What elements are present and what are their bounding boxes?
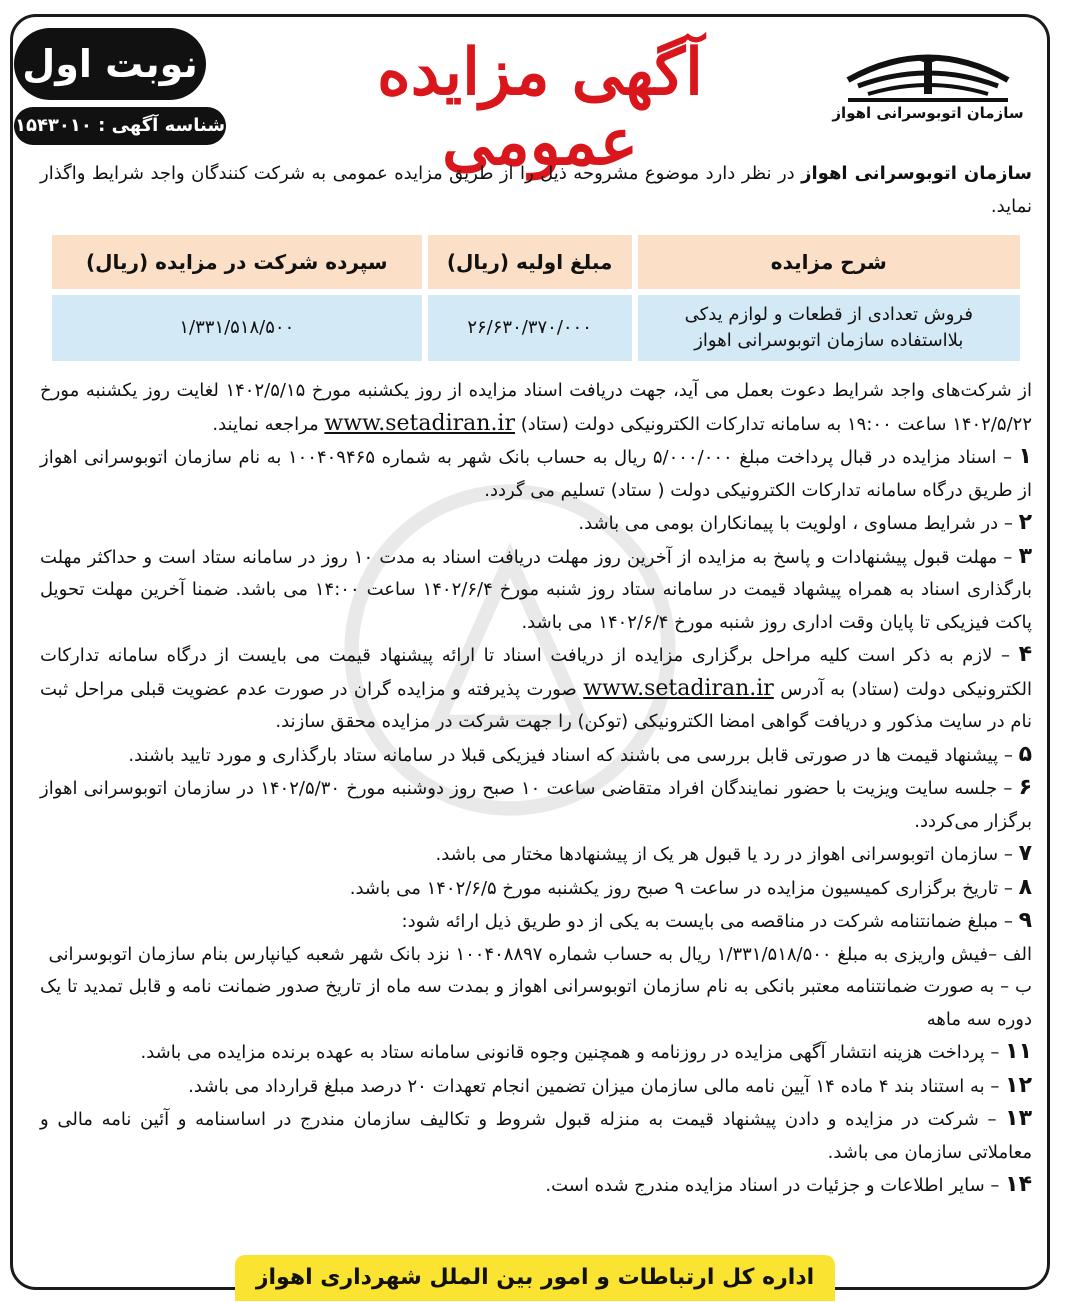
- item-number: ۱۴: [1005, 1172, 1032, 1197]
- list-item: [40, 507, 1032, 541]
- sub-item: ب – به صورت ضمانتنامه معتبر بانکی به نام سازمان اتوبوسرانی اهواز و بمدت سه ماه از تاریخ صدور ضمانت نامه و قابل تمدید تا یک دوره سه ماهه: [40, 976, 1032, 1030]
- notice-body: [40, 158, 1032, 1203]
- item-text: – در شرایط مساوی ، اولویت با پیمانکاران بومی می باشد.: [578, 513, 1019, 534]
- item-text: – سازمان اتوبوسرانی اهواز در رد یا قبول هر یک از پیشنهادها مختار می باشد.: [435, 844, 1019, 865]
- invite-text-end: مراجعه نمایند.: [212, 413, 325, 435]
- item-text: – لازم به ذکر است کلیه مراحل برگزاری مزایده از دریافت اسناد تا ارائه پیشنهاد قیمت می بایست از درگاه سامانه تدارکات الکترونیکی دولت (ستاد) به آدرس: [40, 645, 1032, 700]
- list-item: [40, 1036, 1032, 1070]
- list-item: [40, 838, 1032, 872]
- item-number: ۱۱: [1005, 1039, 1032, 1064]
- list-item: [40, 872, 1032, 906]
- round-badge: نوبت اول: [14, 28, 206, 100]
- item-text: – مبلغ ضمانتنامه شرکت در مناقصه می بایست به یکی از دو طریق ذیل ارائه شود:: [401, 911, 1019, 932]
- item-number: ۷: [1018, 841, 1032, 866]
- item-text-end: صورت پذیرفته و مزایده گران در صورت عدم عضویت قبلی مراحل ثبت نام در سایت مذکور و دریافت گواهی امضا الکترونیکی (توکن) را جهت شرکت در مزایده محقق سازند.: [40, 678, 1032, 732]
- ad-id-badge: شناسه آگهی : ۱۵۴۳۰۱۰: [14, 107, 226, 145]
- list-item: [40, 905, 1032, 939]
- item-number: ۳: [1018, 543, 1032, 569]
- sub-item: الف –فیش واریزی به مبلغ ۱/۳۳۱/۵۱۸/۵۰۰ ریال به حساب شماره ۱۰۰۴۰۸۸۹۷ نزد بانک شهر شعبه کیانپارس بنام سازمان اتوبوسرانی: [48, 943, 1032, 965]
- item-text: – سایر اطلاعات و جزئیات در اسناد مزایده مندرج شده است.: [545, 1175, 1006, 1196]
- list-item: [40, 541, 1032, 640]
- table-cell-initial-amount: ۲۶/۶۳۰/۳۷۰/۰۰۰: [428, 295, 632, 361]
- invite-text: از شرکت‌های واجد شرایط دعوت بعمل می آید، جهت دریافت اسناد مزایده از روز یکشنبه مورخ ۱۴۰۲/۵/۱۵ لغایت روز یکشنبه مورخ ۱۴۰۲/۵/۲۲ ساعت ۱۹:۰۰ به سامانه تدارکات الکترونیکی دولت (ستاد): [40, 380, 1032, 435]
- item-text: – تاریخ برگزاری کمیسیون مزایده در ساعت ۹ صبح روز یکشنبه مورخ ۱۴۰۲/۶/۵ می باشد.: [349, 877, 1019, 899]
- table-header-cell: مبلغ اولیه (ریال): [428, 235, 632, 289]
- intro-paragraph: [40, 158, 1032, 223]
- table-header-row: [52, 235, 1020, 289]
- item-number: ۹: [1018, 908, 1032, 933]
- item-number: ۸: [1018, 874, 1032, 900]
- list-item: [40, 1169, 1032, 1203]
- list-item: [40, 739, 1032, 773]
- table-header-cell: سپرده شرکت در مزایده (ریال): [52, 235, 422, 289]
- item-number: ۱: [1018, 444, 1032, 469]
- item-text: – شرکت در مزایده و دادن پیشنهاد قیمت به منزله قبول شروط و تکالیف سازمان مندرج در اساسنامه و آئین نامه مالی و معاملاتی سازمان می باشد.: [40, 1109, 1032, 1163]
- table-row: [52, 295, 1020, 361]
- list-item: [40, 441, 1032, 507]
- intro-org: سازمان اتوبوسرانی اهواز: [801, 163, 1032, 184]
- list-item: [40, 639, 1032, 739]
- table-cell-description: فروش تعدادی از قطعات و لوازم یدکی بلااستفاده سازمان اتوبوسرانی اهواز: [638, 295, 1020, 361]
- list-item: [40, 1103, 1032, 1169]
- invite-paragraph: [40, 375, 1032, 441]
- item-number: ۵: [1018, 741, 1032, 767]
- page-title: آگهی مزایده عمومی: [377, 35, 703, 181]
- item-number: ۱۳: [1005, 1106, 1032, 1131]
- item-text: – اسناد مزایده در قبال پرداخت مبلغ ۵/۰۰۰/۰۰۰ ریال به حساب بانک شهر به شماره ۱۰۰۴۰۹۴۶۵ به نام سازمان اتوبوسرانی اهواز از طریق درگاه سامانه تدارکات الکترونیکی دولت ( ستاد) تسلیم می گردد.: [40, 447, 1032, 501]
- setadiran-link[interactable]: www.setadiran.ir: [324, 410, 515, 436]
- table-header-cell: شرح مزایده: [638, 235, 1020, 289]
- item-number: ۲: [1018, 510, 1032, 535]
- setadiran-link[interactable]: www.setadiran.ir: [583, 675, 774, 701]
- logo-caption: سازمان اتوبوسرانی اهواز: [832, 104, 1024, 122]
- intro-text: در نظر دارد موضوع مشروحه ذیل را از طریق مزایده عمومی به شرکت کنندگان واجد شرایط واگذار نماید.: [40, 163, 1032, 217]
- footer-banner: اداره کل ارتباطات و امور بین الملل شهرداری اهواز: [235, 1255, 835, 1301]
- item-text: – پیشنهاد قیمت ها در صورتی قابل بررسی می باشند که اسناد فیزیکی قبلا در سامانه ستاد بارگذاری و مورد تایید باشند.: [128, 744, 1019, 766]
- item-text: – مهلت قبول پیشنهادات و پاسخ به مزایده از آخرین روز مهلت دریافت اسناد به مدت ۱۰ روز در سامانه ستاد است و حداکثر مهلت بارگذاری اسناد به همراه پیشهاد قیمت در سامانه ستاد روز شنبه مورخ ۱۴۰۲/۶/۴ ساعت ۱۴:۰۰ می باشد. ضمنا آخرین مهلت تحویل پاکت فیزیکی تا پایان وقت اداری روز شنبه مورخ ۱۴۰۲/۶/۴ می باشد.: [40, 546, 1032, 633]
- item-number: ۱۲: [1005, 1072, 1032, 1098]
- auction-table: [46, 229, 1026, 367]
- item-text: – پرداخت هزینه انتشار آگهی مزایده در روزنامه و همچنین وجوه قانونی سامانه ستاد به عهده برنده مزایده می باشد.: [140, 1042, 1006, 1063]
- list-item: [40, 1070, 1032, 1104]
- item-text: – جلسه سایت ویزیت با حضور نمایندگان افراد متقاضی ساعت ۱۰ صبح روز دوشنبه مورخ ۱۴۰۲/۵/۳۰ در سازمان اتوبوسرانی اهواز برگزار می‌کردد.: [40, 778, 1032, 832]
- item-text: – به استناد بند ۴ ماده ۱۴ آیین نامه مالی سازمان میزان تضمین انجام تعهدات ۲۰ درصد مبلغ قرارداد می باشد.: [188, 1075, 1006, 1097]
- item-number: ۶: [1018, 775, 1032, 800]
- header: [0, 0, 1068, 181]
- list-item: [40, 772, 1032, 838]
- item-number: ۴: [1018, 642, 1032, 667]
- table-cell-deposit: ۱/۳۳۱/۵۱۸/۵۰۰: [52, 295, 422, 361]
